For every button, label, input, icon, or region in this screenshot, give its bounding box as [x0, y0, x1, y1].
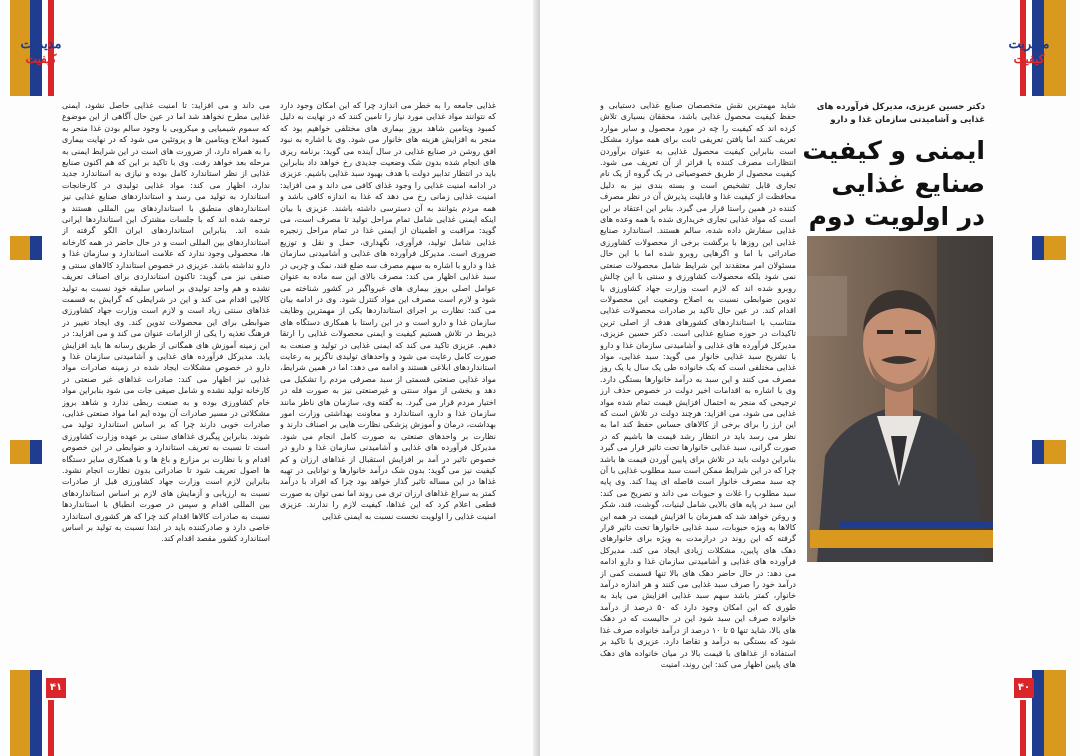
decor-band-gold [810, 530, 993, 548]
decor-marker-gold [10, 236, 30, 260]
magazine-logo-left: مدیریت کیفیت [20, 37, 62, 66]
article-column-3: می داند و می افزاید: تا امنیت غذایی حاصل نشود، ایمنی غذایی مطرح نخواهد شد اما در عین حال آگاهی از این موضوع که سموم شیمیایی و میکروبی با وجود سالم بودن غذا منجر به کمبود املاح ویتامین ها و پروتئین می شود که در نهایت بیماری را به همراه دارد، از ضرورت های است در این شرایط ایمنی به مرحله بعد خواهد رفت. وی با تاکید بر این که هم اکنون صنایع غذایی از نظر استاندارد کامل بوده و نیازی به استاندارد جدید ندارد، اظهار می کند: مواد غذایی تولیدی در کارخانجات استاندارد به تولید می رسد و استانداردهای صنایع غذایی نیز استانداردهای منطبق با استانداردهای بین المللی هستند و ترجمه شده اند که با جلسات مشترک این استانداردها ایرانی شده اند. بنابراین استانداردهای ایران الگو گرفته از استانداردهای بین المللی است و در حال حاضر در همه کارخانه ها، محصولی وجود ندارد که علامت استاندارد و سازمان غذا و دارو نداشته باشد. عزیزی در خصوص استاندارد کالاهای سنتی و صنفی نیز می گوید: تاکنون استانداردی برای اصناف تعریف نشده و هم واحد تولیدی بر اساس سلیقه خود نسبت به تولید کالایی اقدام می کند و این در شرایطی که گرایش به قسمت غذاهای سنتی زیاد است و لازم است وزارت جهاد کشاورزی ضوابطی برای این محصولات تدوین کند. وی ایجاد تغییر در فرهنگ تغذیه را یکی از الزامات عنوان می کند و می افزاید: در این زمینه آموزش های همگانی از طریق رسانه ها باید افزایش یابد. مدیرکل فرآورده های غذایی و آشامیدنی سازمان غذا و دارو در خصوص مشکلات ایجاد شده در زمینه صادرات مواد غذایی نیز اظهار می کند: صادرات غذاهای غیر صنعتی در کارخانه تولید نشده و شامل صیفی جات می شود بنابراین مواد خام کشاورزی بوده و به صنعت ربطی ندارد و شاهد بروز مشکلاتی در مسیر صادرات آن بوده ایم اما مواد صنعتی غذایی، صادرات خوبی دارند چرا که بر اساس استاندارد تولید می شوند. بنابراین پیگیری غذاهای سنتی بر عهده وزارت کشاورزی است تا نسبت به تعریف استاندارد و ضوابطی در این خصوص اقدام و با نظارت بر مزارع و باغ ها و با همکاری سایر دستگاه ها اصول تعریف شود تا صادراتی بدون نظارت انجام نشود. بنابراین لازم است وزارت جهاد کشاورزی قبل از صادرات نسبت به ارزیابی و آزمایش های لازم بر اساس استانداردهای بین المللی اقدام و سپس در صورت انطباق با استانداردها نسبت به صادرات کالاها اقدام کند چرا که هر کشوری استاندارد خاصی دارد و صادرکننده باید در ابتدا نسبت به تولید بر اساس استاندارد کشور مقصد اقدام کند. [62, 101, 270, 544]
decor-marker-gold [1044, 440, 1066, 464]
decor-stripe-gold [1044, 670, 1066, 756]
decor-marker-gold [1044, 236, 1066, 260]
article-column-2: غذایی جامعه را به خطر می اندازد چرا که این امکان وجود دارد که نتوانند مواد غذایی مورد نیاز را تامین کنند که در نهایت به دلیل کمبود ویتامین شاهد بروز بیماری های مختلفی خواهیم بود که منجر به افزایش هزینه های خانوار می شود. وی با اشاره به نبود افق روشن در صنایع غذایی در سال آینده می گوید: برنامه ریزی های انجام شده بدون شک وضعیت جدیدی رخ خواهد داد بنابراین باید در انتظار تدابیر دولت با هدف بهبود سبد غذایی باشیم. عزیزی در ادامه امنیت غذایی را وجود غذای کافی می داند و می افزاید: امنیت غذایی زمانی رخ می دهد که غذا به اندازه کافی باشد و همه مردم بتوانند به آن دسترسی داشته باشند. عزیزی با بیان اینکه ایمنی غذایی شامل تمام مراحل تولید تا مصرف است، می گوید: مراقبت و اطمینان از ایمنی غذا در تمام مراحل زنجیره غذایی شامل تولید، فرآوری، نگهداری، حمل و نقل و توزیع ضروری است. مدیرکل فرآورده های غذایی و آشامیدنی سازمان غذا و دارو با اشاره به سهم مصرف سه ضلع قند، نمک و چربی در سبد غذایی اظهار می کند: مصرف بالای این سه ماده به عنوان عوامل اصلی بروز بیماری های غیرواگیر در کشور شناخته می شود و لازم است مصرف این مواد کنترل شود. وی در ادامه بیان می کند: نظارت بر اجرای استانداردها یکی از مهمترین وظایف سازمان غذا و دارو است و در این راستا با همکاری دستگاه های ذیربط در تلاش هستیم کیفیت و ایمنی محصولات غذایی را ارتقا دهیم. عزیزی تاکید می کند که ایمنی غذایی در تولید و صنعت به صورت کامل رعایت می شود و واحدهای تولیدی ناگزیر به رعایت استانداردهای ابلاغی هستند و ادامه می دهد: اما در همین شرایط، مواد غذایی صنعتی قسمتی از سبد مصرفی مردم را تشکیل می دهد و بخشی از مواد سنتی و غیرصنعتی نیز به صورت فله در اختیار مردم قرار می گیرد. به گفته وی، سازمان های ناظر مانند سازمان غذا و دارو، استاندارد و معاونت بهداشتی وزارت امور بهداشت، درمان و آموزش پزشکی نظارت هایی بر اصناف دارند و نظارت بر واحدهای صنعتی به صورت کامل انجام می شود. مدیرکل فرآورده های غذایی و آشامیدنی سازمان غذا و دارو در خصوص تاثیر در آمد بر افزایش استقبال از غذاهای ارزان و کم کیفیت نیز می گوید: بدون شک درآمد خانوارها و توانایی در تهیه غذاها در این مساله تاثیر گذار خواهد بود چرا که افراد با درآمد کمتر به سراغ غذاهای ارزان تری می روند اما نمی توان به صورت قطعی اعلام کرد که این غذاها، کیفیت لازم را ندارند. عزیزی امنیت غذایی را اولویت نخست نسبت به ایمنی غذایی [280, 101, 496, 521]
page-number-right: ۴۰ [1014, 678, 1034, 698]
decor-stripe-red [1020, 700, 1026, 756]
decor-stripe-red [48, 700, 54, 756]
decor-marker-blue [30, 236, 42, 260]
decor-marker-blue [1032, 236, 1044, 260]
decor-band-blue [840, 521, 993, 527]
decor-stripe-gold [10, 670, 30, 756]
decor-stripe-blue [30, 670, 42, 756]
decor-marker-gold [10, 440, 30, 464]
magazine-logo-right: مدیریت کیفیت [1008, 37, 1050, 66]
portrait-illustration [807, 236, 993, 562]
article-column-1: شاید مهمترین نقش متخصصان صنایع غذایی دستیابی و حفظ کیفیت محصول غذایی باشد، محققان بسیاری تلاش کرده اند که کیفیت را چه در مورد محصول و سایر موارد تعریف کنند اما یافتن تعریفی ثابت برای همه موارد مشکل است بنابراین کیفیت محصول غذایی به عنوان برآوردن انتظارات مصرف کننده یا فراتر از آن تعریف می شود. کیفیت محصول از طریق خصوصیاتی در یک گروه از یک نام تجاری قابل تشخیص است و بسته بندی نیز به دلیل محافظت از کیفیت غذا و قابلیت پذیرش آن در نظر مصرف کننده در همین راستا قرار می گیرد. بنابر این اعتقاد بر این است که مواد غذایی تجاری خریداری شده با همه وعده های غذایی سفارش داده شده، سالم هستند. استاندارد صنایع غذایی این روزها با برگشت برخی از محصولات کشاورزی صادراتی با اما و اگرهایی روبرو شده اما با این حال مسئولان امر معتقدند این شرایط شامل محصولات صنعتی نمی شود بلکه محصولات کشاورزی و سنتی با این چالش روبرو شده اند که لازم است وزارت جهاد کشاورزی با تدوین ضوابطی نسبت به اصلاح وضعیت این محصولات اقدام کند. در عین حال تاکید بر صادرات محصولات غذایی متناسب با استانداردهای کشورهای هدف از اصلی ترین تاکیدات در حوزه صنایع غذایی است. دکتر حسین عزیزی، مدیرکل فرآورده های غذایی و آشامیدنی سازمان غذا و دارو با تشریح سبد غذایی خانوار می گوید: سبد غذایی، مواد غذایی مختلفی است که یک خانواده طی یک سال یا یک روز مصرف می کنند و این سبد به درآمد خانوارها بستگی دارد. وی با اشاره به اقدامات اخیر دولت در خصوص حذف ارز ترجیحی که منجر به احتمال افزایش قیمت تمام شده مواد غذایی می شود، می افزاید: هرچند دولت در تلاش است که این ارز را برای برخی از کالاهای حساس حفظ کند اما به نظر می رسد باید در انتظار رشد قیمت ها باشیم که در صورت گرانی، سبد غذایی خانوارها تحت تاثیر قرار می گیرد بنابراین دولت باید در تلاش برای پایین آوردن قیمت ها باشد چرا که در این شرایط ممکن است سبد مطلوب غذایی با آن چه سبد مصرف خانوار است فاصله ای پیدا کند. وی پایه سبد مطلوب را غلات و حبوبات می داند و تصریح می کند: این سبد در پایه های بالایی شامل لبنیات، گوشت، قند، شکر و روغن خواهد شد که همزمان با افزایش قیمت در همه این کالاها به ویژه حبوبات، سبد غذایی خانوارها تحت تاثیر قرار گرفته که این روند در درازمدت به ویژه برای خانوارهای دهک های پایین، مشکلات زیادی ایجاد می کند. مدیرکل فرآورده های غذایی و آشامیدنی سازمان غذا و دارو ادامه می دهد: در حال حاضر دهک های بالا تنها قسمت کمی از درآمد خود را صرف سبد غذایی می کنند و هر اندازه درآمد خانوار، کمتر باشد سهم سبد غذایی افزایش می یابد به طوری که این امکان وجود دارد که ۵۰ درصد از درآمد خانواده صرف این سبد شود این در حالیست که در دهک های بالا، شاید تنها ۵ تا ۱۰ درصد از درآمد خانواده صرف غذا شود که بستگی به درآمد و تقاضا دارد. عزیزی با تاکید بر استفاده از غذاهای با قیمت بالا در میان خانواده های دهک های پایین اظهار می کند: این روند، امنیت [600, 101, 796, 669]
decor-marker-blue [1032, 440, 1044, 464]
interviewee-photo [807, 236, 993, 562]
article-headline: ایمنی و کیفیت صنایع غذایی در اولویت دوم [802, 136, 985, 231]
article-byline: دکتر حسین عزیزی، مدیرکل فرآورده های غذایی و آشامیدنی سازمان غذا و دارو [816, 101, 985, 124]
page-number-left: ۴۱ [46, 678, 66, 698]
decor-marker-blue [30, 440, 42, 464]
